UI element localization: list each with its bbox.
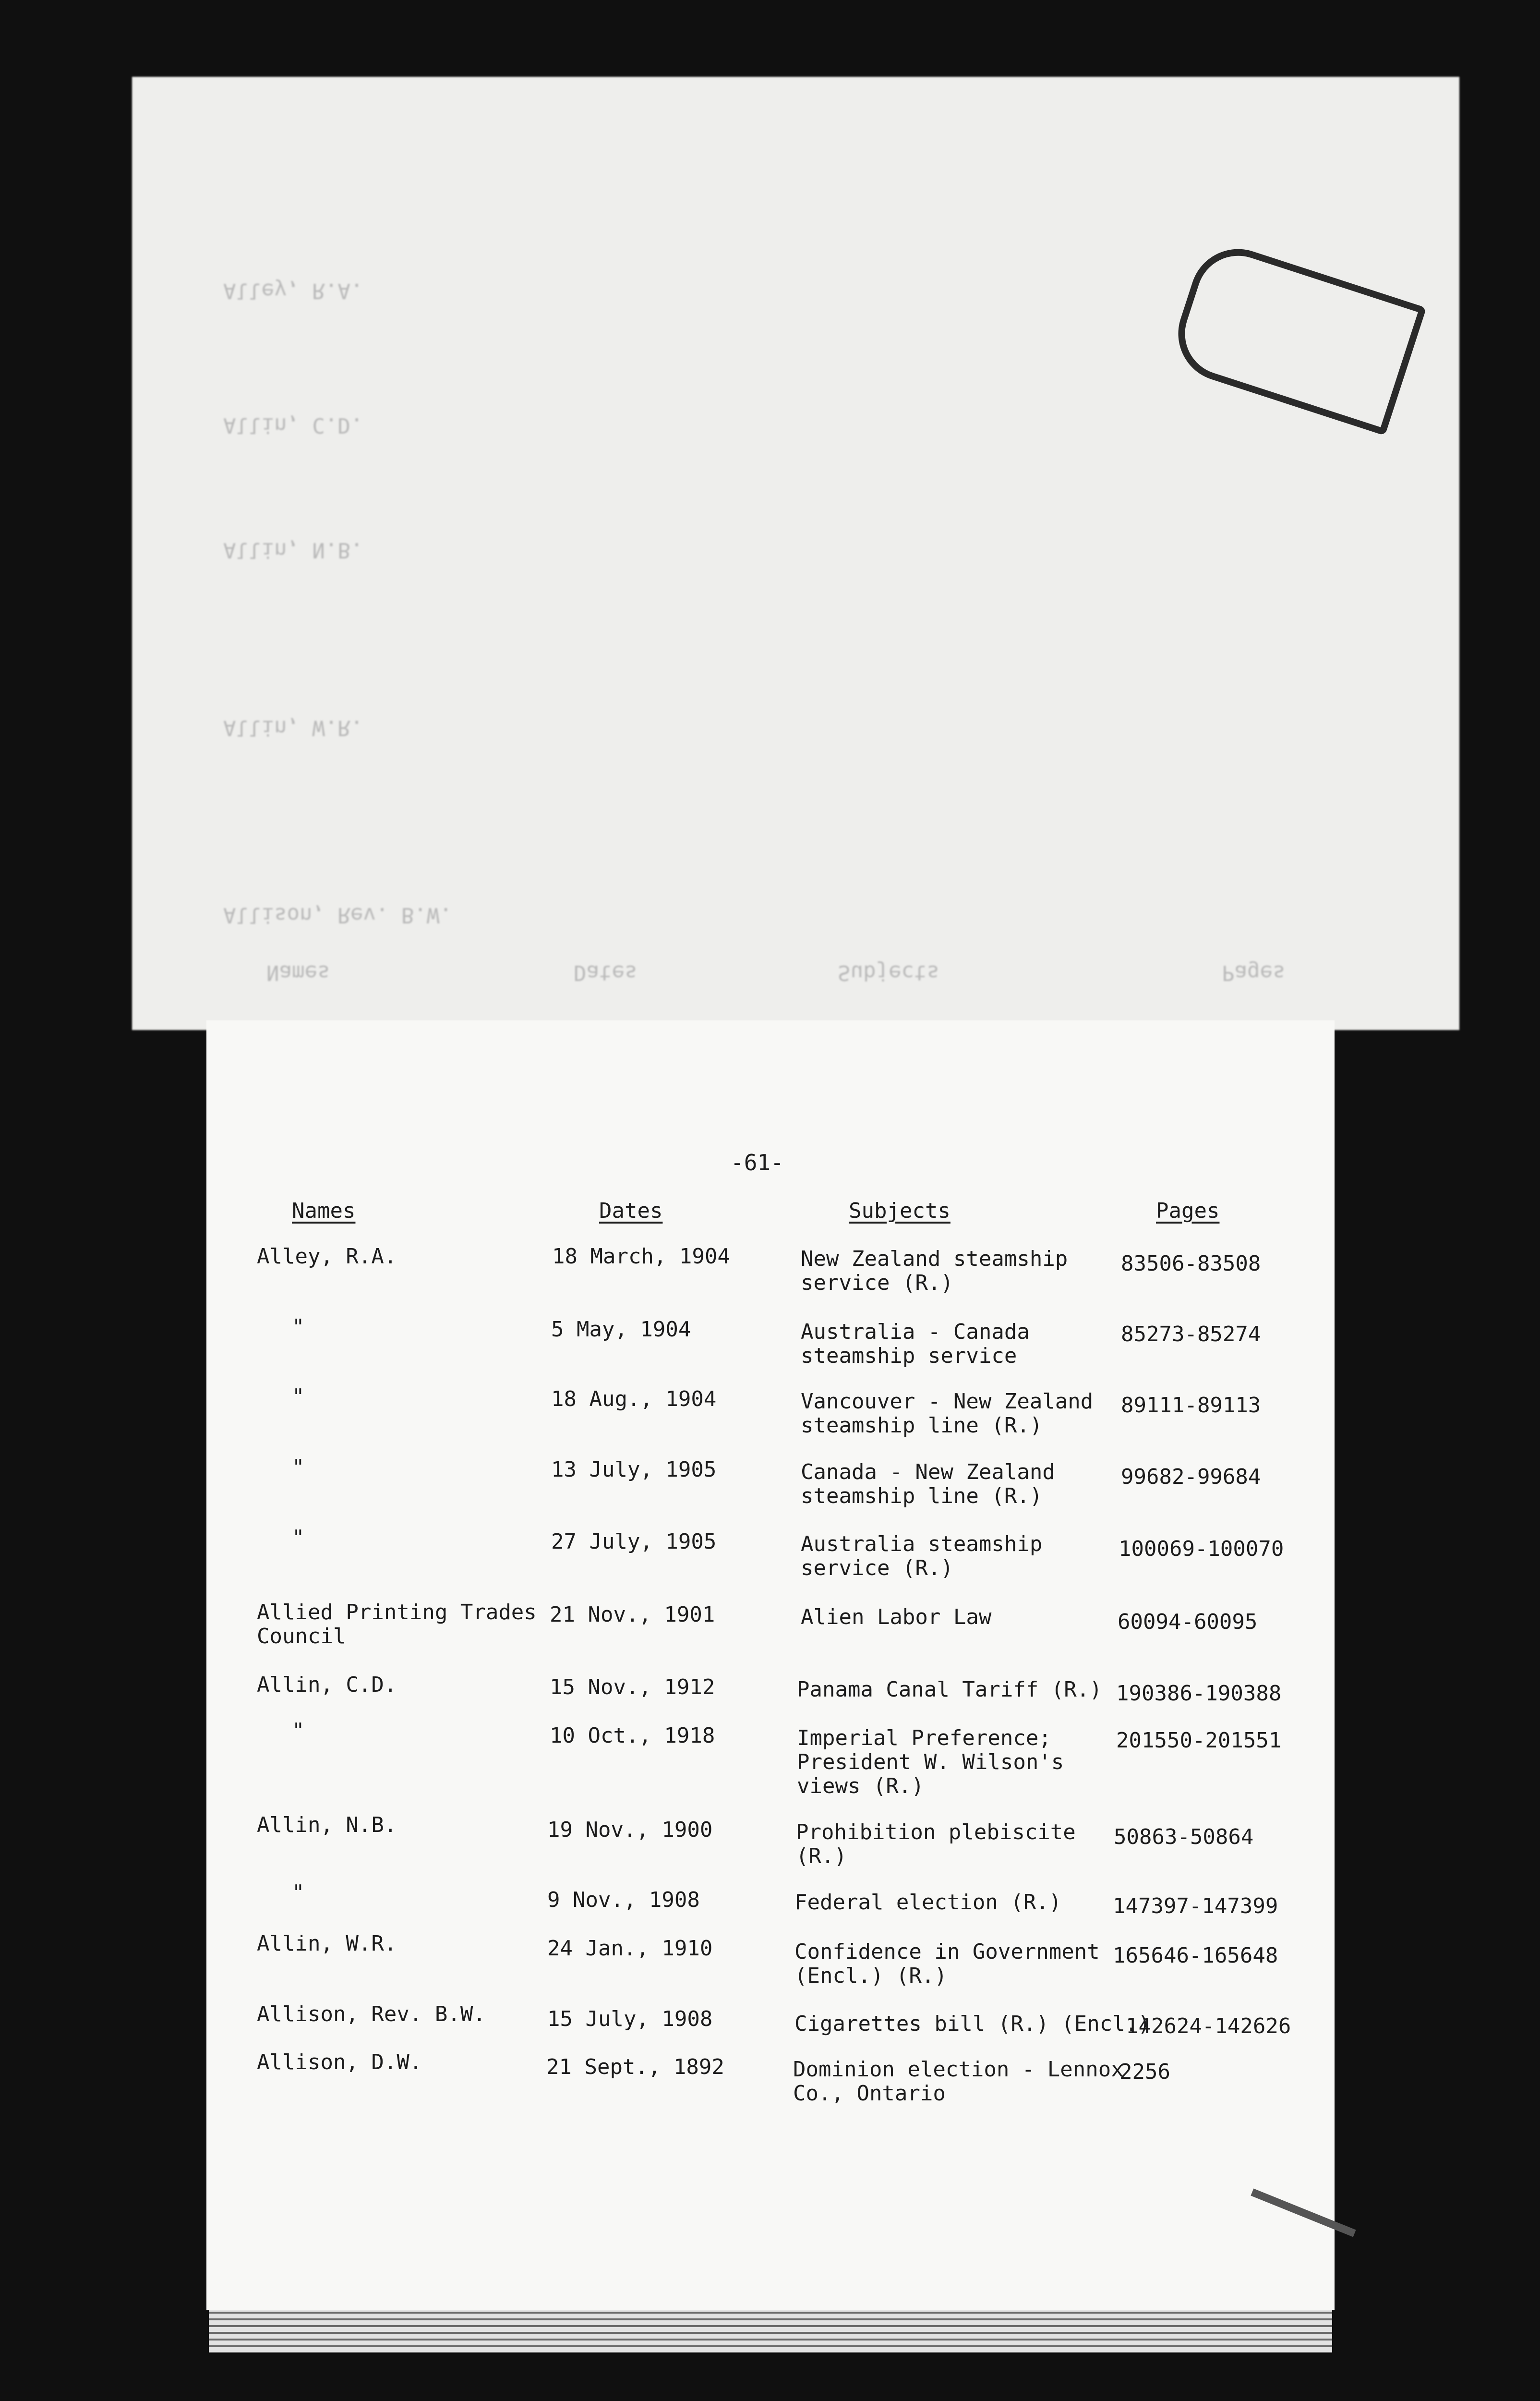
row-subject: Federal election (R.) xyxy=(794,1890,1062,1915)
row-date: 15 Nov., 1912 xyxy=(550,1675,715,1699)
row-pages: 2256 xyxy=(1119,2060,1170,2084)
row-pages: 85273-85274 xyxy=(1121,1322,1261,1346)
row-subject: Australia steamship service (R.) xyxy=(801,1532,1043,1580)
row-name: " xyxy=(292,1880,305,1905)
row-subject: Confidence in Government (Encl.) (R.) xyxy=(794,1940,1100,1988)
ghost-text: Allison, Rev. B.W. xyxy=(223,903,452,927)
ghost-text: Alley, R.A. xyxy=(223,279,363,303)
row-subject: Cigarettes bill (R.) (Encl.) xyxy=(794,2012,1151,2036)
ghost-text: Pages xyxy=(1222,960,1286,985)
row-name: " xyxy=(292,1719,305,1743)
row-pages: 60094-60095 xyxy=(1118,1610,1258,1634)
row-date: 27 July, 1905 xyxy=(551,1529,717,1554)
ghost-text: Names xyxy=(266,960,330,985)
row-name: " xyxy=(292,1526,305,1550)
row-name: Allin, W.R. xyxy=(257,1931,397,1956)
row-name: " xyxy=(292,1455,305,1479)
row-date: 15 July, 1908 xyxy=(547,2007,713,2031)
row-name: Alley, R.A. xyxy=(257,1244,397,1269)
previous-page-bleed-through xyxy=(132,77,1459,1030)
row-pages: 147397-147399 xyxy=(1113,1894,1278,1918)
row-subject: Australia - Canada steamship service xyxy=(801,1320,1030,1368)
row-date: 21 Sept., 1892 xyxy=(546,2055,724,2079)
row-subject: Dominion election - Lennox Co., Ontario xyxy=(793,2057,1124,2106)
row-date: 10 Oct., 1918 xyxy=(550,1723,715,1748)
row-date: 21 Nov., 1901 xyxy=(550,1602,715,1627)
row-pages: 190386-190388 xyxy=(1116,1681,1282,1706)
row-pages: 201550-201551 xyxy=(1116,1728,1282,1753)
row-pages: 99682-99684 xyxy=(1121,1465,1261,1489)
row-date: 19 Nov., 1900 xyxy=(547,1818,713,1842)
row-name: Allin, C.D. xyxy=(257,1673,397,1697)
header-subjects: Subjects xyxy=(849,1199,950,1223)
row-subject: Vancouver - New Zealand steamship line (R.) xyxy=(801,1389,1094,1438)
row-subject: Canada - New Zealand steamship line (R.) xyxy=(801,1460,1055,1508)
row-name: " xyxy=(292,1315,305,1339)
ghost-text: Allin, W.R. xyxy=(223,715,363,740)
row-date: 18 Aug., 1904 xyxy=(551,1387,717,1411)
row-pages: 89111-89113 xyxy=(1121,1393,1261,1418)
header-dates: Dates xyxy=(599,1199,663,1223)
row-name: Allison, Rev. B.W. xyxy=(257,2002,486,2026)
row-name: Allin, N.B. xyxy=(257,1813,397,1837)
row-subject: Panama Canal Tariff (R.) xyxy=(797,1677,1102,1702)
row-pages: 100069-100070 xyxy=(1119,1537,1284,1561)
row-subject: Imperial Preference; President W. Wilson's views (R.) xyxy=(797,1726,1064,1798)
ghost-text: Allin, C.D. xyxy=(223,413,363,437)
row-subject: Alien Labor Law xyxy=(801,1605,992,1629)
row-pages: 142624-142626 xyxy=(1126,2014,1291,2038)
row-name: Allison, D.W. xyxy=(257,2050,422,2074)
page-number: -61- xyxy=(731,1150,784,1176)
row-name: Allied Printing Trades Council xyxy=(257,1600,537,1649)
header-names: Names xyxy=(292,1199,356,1223)
header-pages: Pages xyxy=(1156,1199,1220,1223)
row-date: 18 March, 1904 xyxy=(552,1244,730,1269)
row-date: 9 Nov., 1908 xyxy=(547,1888,700,1912)
row-subject: Prohibition plebiscite (R.) xyxy=(796,1820,1076,1868)
row-subject: New Zealand steamship service (R.) xyxy=(801,1247,1068,1295)
row-pages: 50863-50864 xyxy=(1114,1825,1254,1849)
row-name: " xyxy=(292,1384,305,1409)
row-date: 13 July, 1905 xyxy=(551,1457,717,1482)
ghost-text: Subjects xyxy=(838,960,939,985)
row-pages: 83506-83508 xyxy=(1121,1251,1261,1276)
ghost-text: Dates xyxy=(574,960,638,985)
row-date: 5 May, 1904 xyxy=(551,1317,691,1342)
ghost-text: Allin, N.B. xyxy=(223,538,363,562)
row-pages: 165646-165648 xyxy=(1113,1943,1278,1968)
row-date: 24 Jan., 1910 xyxy=(547,1936,713,1961)
